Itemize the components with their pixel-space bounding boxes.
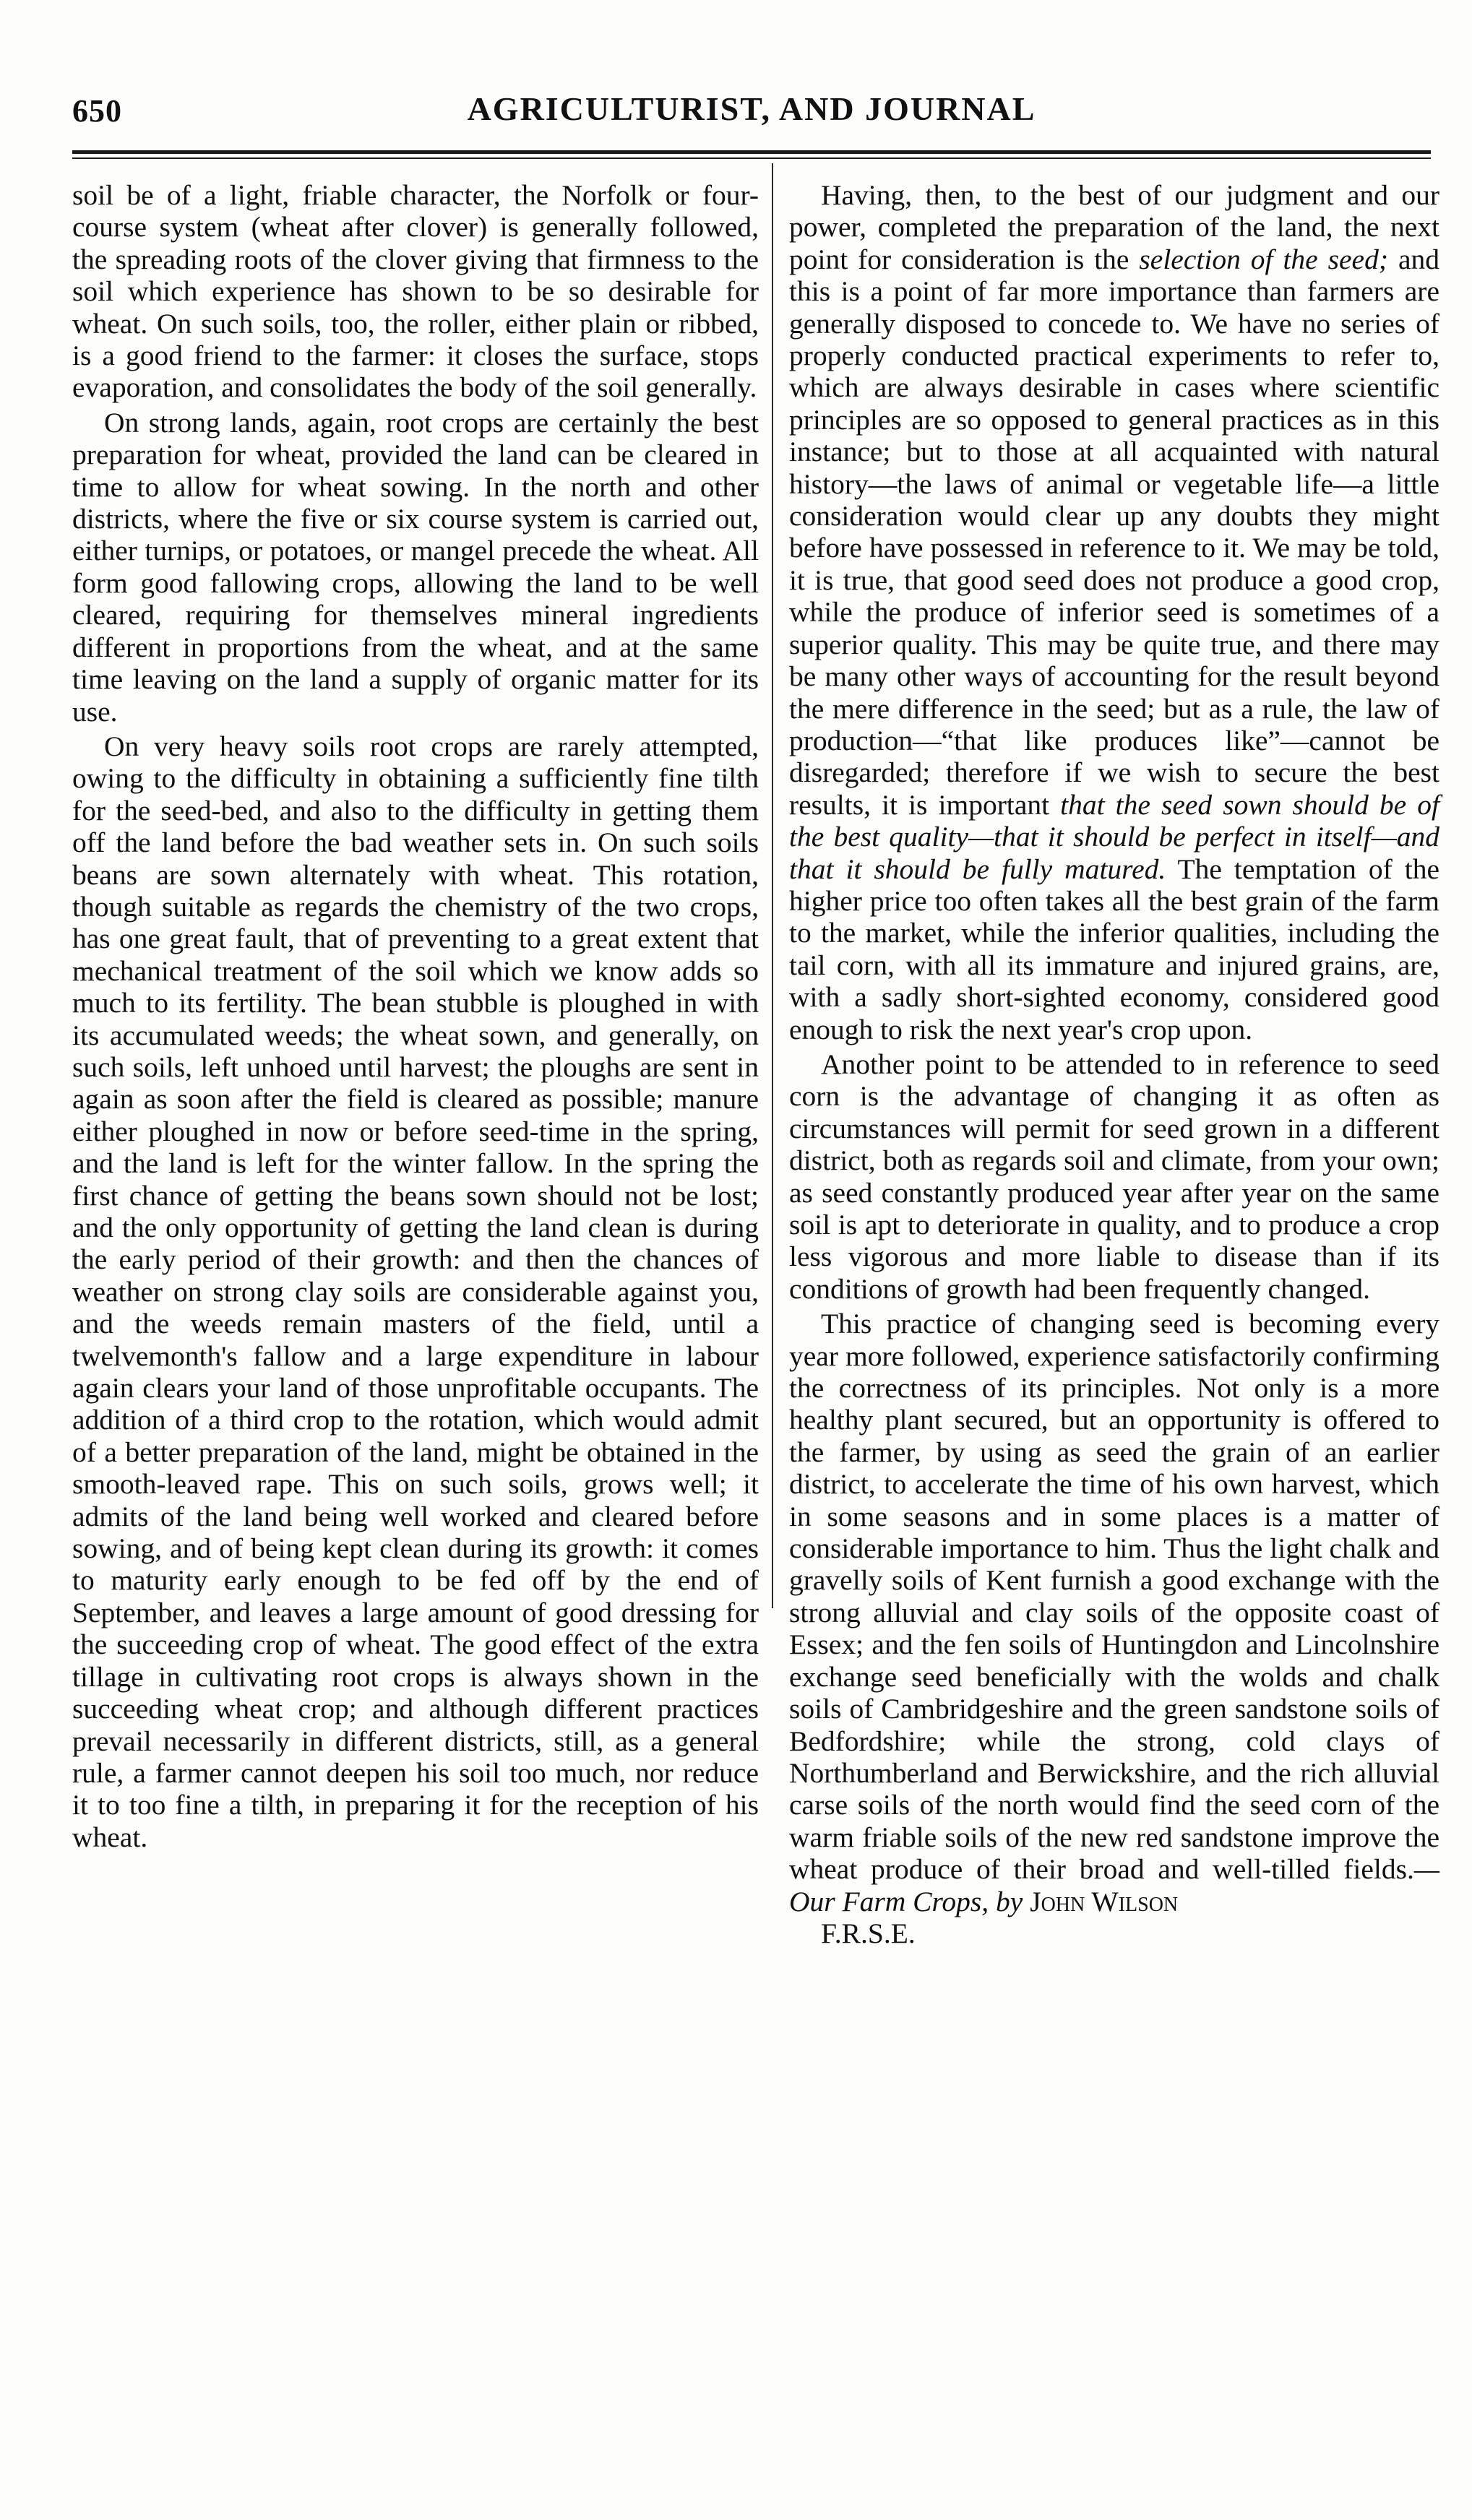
paragraph: soil be of a light, friable character, the Norfolk or four-course system (wheat after clover) is generally followed, the spreading roots of the clover giving that firmness to the soil which experience has shown to be so desirable for wheat. On such soils, too, the roller, either plain or ribbed, is a good friend to the farmer: it closes the surface, stops evaporation, and consolidates the body of the soil generally. [72, 179, 759, 404]
running-title: AGRICULTURIST, AND JOURNAL [467, 90, 1036, 127]
left-column [72, 179, 759, 1856]
italic-text: that the seed sown should be of the best quality—that it should be perfect in itself—and that it should be fully matured. [789, 788, 1439, 885]
text-run: Having, then, to the best of our judgment and our power, completed the preparation of the land, the next point for consideration is the [789, 179, 1439, 275]
attribution-author: John Wilson [1023, 1885, 1179, 1917]
paragraph: On very heavy soils root crops are rarely attempted, owing to the difficulty in obtaining a sufficiently fine tilth for the seed-bed, and also to the difficulty in getting them off the land before the bad weather sets in. On such soils beans are sown alternately with wheat. This rotation, though suitable as regards the chemistry of the two crops, has one great fault, that of preventing to a great extent that mechanical treatment of the soil which we know adds so much to its fertility. The bean stubble is ploughed in with its accumulated weeds; the wheat sown, and generally, on such soils, left unhoed until harvest; the ploughs are sent in again as soon after the field is cleared as possible; manure either ploughed in now or before seed-time in the spring, and the land is left for the winter fallow. In the spring the first chance of getting the beans sown should not be lost; and the only opportunity of getting the land clean is during the early period of their growth: and then the chances of weather on strong clay soils are considerable against you, and the weeds remain masters of the field, until a twelvemonth's fallow and a large expenditure in labour again clears your land of those unprofitable occupants. The addition of a third crop to the rotation, which would admit of a better preparation of the land, might be obtained in the smooth-leaved rape. This on such soils, grows well; it admits of the land being well worked and cleared before sowing, and of being kept clean during its growth: it comes to maturity early enough to be fed off by the end of September, and leaves a large amount of good dressing for the succeeding crop of wheat. The good effect of the extra tillage in cultivating root crops is always shown in the succeeding wheat crop; and although different practices prevail necessarily in different districts, still, as a general rule, a farmer cannot deepen his soil too much, nor reduce it to too fine a tilth, in preparing it for the reception of his wheat. [72, 730, 759, 1853]
text-run: and this is a point of far more importance than farmers are generally disposed to concede to. We have no series of properly conducted practical experiments to refer to, which are always desirable in cases where scientific principles are so opposed to general practices as in this instance; but to those at all acquainted with natural history—the laws of animal or vegetable life—a little consideration would clear up any doubts they might before have possessed in reference to it. We may be told, it is true, that good seed does not produce a good crop, while the produce of inferior seed is sometimes of a superior quality. This may be quite true, and there may be many other ways of accounting for the result beyond the mere difference in the seed; but as a rule, the law of production—“that like produces like”—cannot be disregarded; therefore if we wish to secure the best results, it is important [789, 243, 1439, 821]
column-divider [772, 163, 773, 1608]
page-number: 650 [72, 93, 122, 129]
paragraph: Another point to be attended to in reference to seed corn is the advantage of changing it as often as circumstances will permit for seed grown in a different district, both as regards soil and climate, from your own; as seed constantly produced year after year on the same soil is apt to deteriorate in quality, and to produce a crop less vigorous and more liable to disease than if its conditions of growth had been frequently changed. [789, 1048, 1439, 1305]
header-rule-thin [72, 158, 1431, 159]
right-column [789, 179, 1439, 1952]
page-header [72, 87, 1431, 144]
attribution-degree: F.R.S.E. [821, 1917, 916, 1949]
paragraph: On strong lands, again, root crops are certainly the best preparation for wheat, provided the land can be cleared in time to allow for wheat sowing. In the north and other districts, where the five or six course system is carried out, either turnips, or potatoes, or mangel precede the wheat. All form good fallowing crops, allowing the land to be well cleared, requiring for themselves mineral ingredients different in proportions from the wheat, and at the same time leaving on the land a supply of organic matter for its use. [72, 406, 759, 728]
text-run: This practice of changing seed is becoming every year more followed, experience satisfactorily confirming the correctness of its principles. Not only is a more healthy plant secured, but an opportunity is offered to the farmer, by using as seed the grain of an earlier district, to accelerate the time of his own harvest, which in some seasons and in some places is a matter of considerable importance to him. Thus the light chalk and gravelly soils of Kent furnish a good exchange with the strong alluvial and clay soils of the opposite coast of Essex; and the fen soils of Huntingdon and Lincolnshire exchange seed beneficially with the wolds and chalk soils of Cambridgeshire and the green sandstone soils of Bedfordshire; while the strong, cold clays of Northumberland and Berwickshire, and the rich alluvial carse soils of the north would find the seed corn of the warm friable soils of the new red sandstone improve the wheat produce of their broad and well-tilled fields. [789, 1308, 1439, 1886]
paragraph-changing-seed [789, 1308, 1439, 1949]
attribution-title: —Our Farm Crops, by [789, 1853, 1439, 1917]
header-rule-thick [72, 150, 1431, 154]
italic-text: selection of the seed; [1139, 243, 1388, 275]
paragraph-seed-selection [789, 179, 1439, 1045]
text-run: The temptation of the higher price too often takes all the best grain of the farm to the market, while the inferior qualities, including the tail corn, with all its immature and injured grains, are, with a sadly short-sighted economy, considered good enough to risk the next year's crop upon. [789, 853, 1440, 1045]
